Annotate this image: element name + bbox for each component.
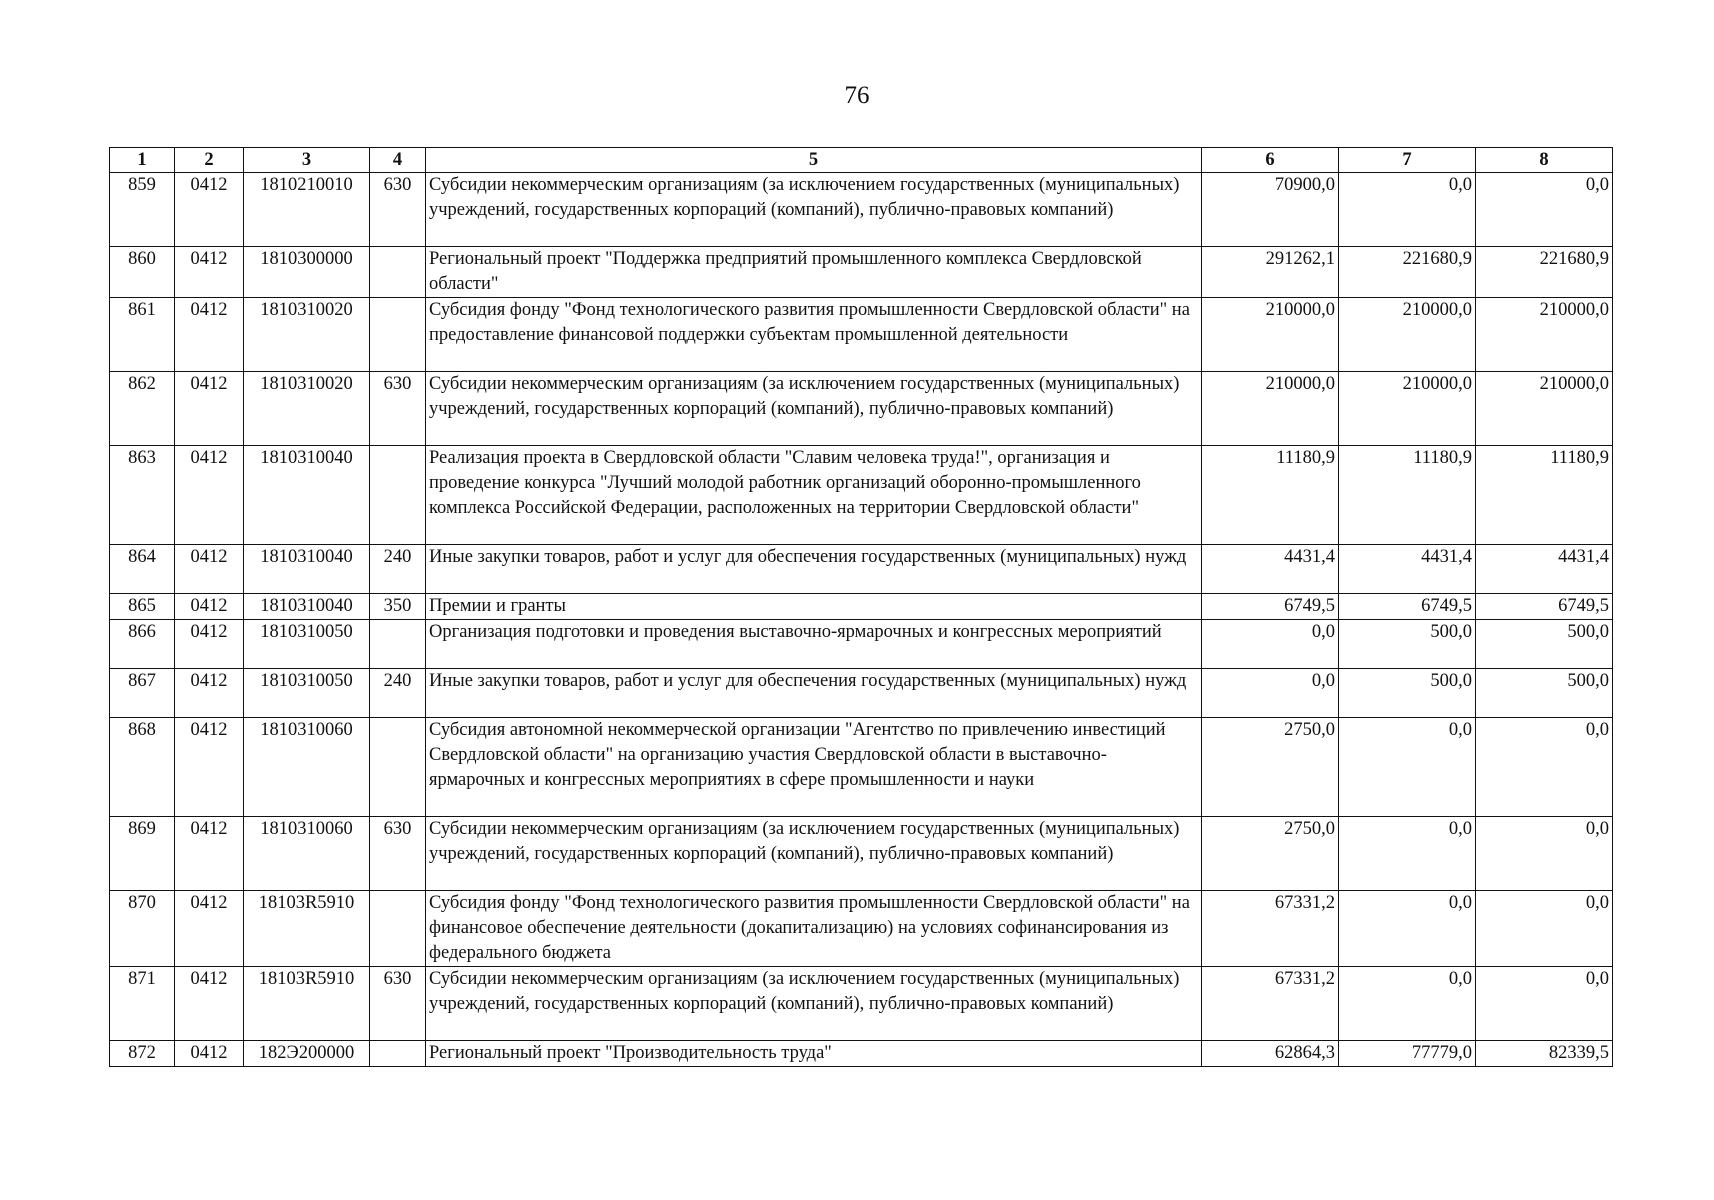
row-number: 859 bbox=[110, 173, 175, 247]
value-col-7: 0,0 bbox=[1339, 718, 1476, 817]
value-col-8: 11180,9 bbox=[1476, 446, 1613, 545]
value-col-6: 0,0 bbox=[1202, 669, 1339, 718]
section-code: 0412 bbox=[175, 669, 244, 718]
value-col-7: 6749,5 bbox=[1339, 594, 1476, 620]
value-col-6: 0,0 bbox=[1202, 620, 1339, 669]
value-col-8: 500,0 bbox=[1476, 620, 1613, 669]
target-code: 1810300000 bbox=[244, 247, 370, 298]
value-col-7: 500,0 bbox=[1339, 669, 1476, 718]
column-header: 6 bbox=[1202, 148, 1339, 173]
section-code: 0412 bbox=[175, 620, 244, 669]
expense-type: 630 bbox=[370, 817, 426, 891]
value-col-7: 4431,4 bbox=[1339, 545, 1476, 594]
section-code: 0412 bbox=[175, 372, 244, 446]
table-row bbox=[110, 891, 1613, 967]
row-number: 863 bbox=[110, 446, 175, 545]
budget-table bbox=[109, 147, 1613, 1067]
section-code: 0412 bbox=[175, 817, 244, 891]
target-code: 1810310060 bbox=[244, 718, 370, 817]
value-col-6: 210000,0 bbox=[1202, 298, 1339, 372]
column-header: 3 bbox=[244, 148, 370, 173]
expense-type: 630 bbox=[370, 967, 426, 1041]
value-col-8: 210000,0 bbox=[1476, 298, 1613, 372]
column-header: 2 bbox=[175, 148, 244, 173]
table-row bbox=[110, 594, 1613, 620]
row-number: 870 bbox=[110, 891, 175, 967]
section-code: 0412 bbox=[175, 446, 244, 545]
value-col-6: 6749,5 bbox=[1202, 594, 1339, 620]
section-code: 0412 bbox=[175, 891, 244, 967]
row-number: 860 bbox=[110, 247, 175, 298]
value-col-8: 6749,5 bbox=[1476, 594, 1613, 620]
row-number: 871 bbox=[110, 967, 175, 1041]
table-row bbox=[110, 372, 1613, 446]
target-code: 1810310020 bbox=[244, 372, 370, 446]
value-col-8: 0,0 bbox=[1476, 891, 1613, 967]
column-header: 8 bbox=[1476, 148, 1613, 173]
expense-type bbox=[370, 446, 426, 545]
value-col-7: 210000,0 bbox=[1339, 298, 1476, 372]
section-code: 0412 bbox=[175, 298, 244, 372]
expense-type bbox=[370, 247, 426, 298]
row-number: 861 bbox=[110, 298, 175, 372]
value-col-6: 4431,4 bbox=[1202, 545, 1339, 594]
target-code: 1810310050 bbox=[244, 669, 370, 718]
expense-type bbox=[370, 1041, 426, 1067]
value-col-8: 0,0 bbox=[1476, 173, 1613, 247]
item-name: Иные закупки товаров, работ и услуг для обеспечения государственных (муниципальных) нужд bbox=[426, 545, 1202, 594]
table-row bbox=[110, 620, 1613, 669]
value-col-8: 500,0 bbox=[1476, 669, 1613, 718]
target-code: 18103R5910 bbox=[244, 891, 370, 967]
value-col-6: 210000,0 bbox=[1202, 372, 1339, 446]
row-number: 866 bbox=[110, 620, 175, 669]
item-name: Организация подготовки и проведения выставочно-ярмарочных и конгрессных мероприятий bbox=[426, 620, 1202, 669]
item-name: Премии и гранты bbox=[426, 594, 1202, 620]
item-name: Субсидии некоммерческим организациям (за исключением государственных (муниципальных) учреждений, государственных корпораций (компаний), публично-правовых компаний) bbox=[426, 817, 1202, 891]
item-name: Региональный проект "Производительность труда" bbox=[426, 1041, 1202, 1067]
value-col-7: 500,0 bbox=[1339, 620, 1476, 669]
value-col-7: 0,0 bbox=[1339, 967, 1476, 1041]
target-code: 1810210010 bbox=[244, 173, 370, 247]
table-row bbox=[110, 298, 1613, 372]
section-code: 0412 bbox=[175, 967, 244, 1041]
value-col-8: 221680,9 bbox=[1476, 247, 1613, 298]
table-row bbox=[110, 545, 1613, 594]
item-name: Субсидия фонду "Фонд технологического развития промышленности Свердловской области" на предоставление финансовой поддержки субъектам промышленной деятельности bbox=[426, 298, 1202, 372]
row-number: 864 bbox=[110, 545, 175, 594]
page-number: 76 bbox=[844, 82, 870, 109]
expense-type: 240 bbox=[370, 669, 426, 718]
value-col-8: 0,0 bbox=[1476, 967, 1613, 1041]
column-header: 4 bbox=[370, 148, 426, 173]
section-code: 0412 bbox=[175, 247, 244, 298]
value-col-8: 210000,0 bbox=[1476, 372, 1613, 446]
item-name: Региональный проект "Поддержка предприятий промышленного комплекса Свердловской области" bbox=[426, 247, 1202, 298]
expense-type: 240 bbox=[370, 545, 426, 594]
value-col-6: 67331,2 bbox=[1202, 891, 1339, 967]
item-name: Субсидии некоммерческим организациям (за исключением государственных (муниципальных) учреждений, государственных корпораций (компаний), публично-правовых компаний) bbox=[426, 372, 1202, 446]
table-row bbox=[110, 247, 1613, 298]
table-row bbox=[110, 446, 1613, 545]
item-name: Субсидия фонду "Фонд технологического развития промышленности Свердловской области" на финансовое обеспечение деятельности (докапитализацию) на условиях софинансирования из федерального бюджета bbox=[426, 891, 1202, 967]
expense-type: 630 bbox=[370, 173, 426, 247]
value-col-6: 2750,0 bbox=[1202, 718, 1339, 817]
section-code: 0412 bbox=[175, 718, 244, 817]
expense-type bbox=[370, 891, 426, 967]
table-row bbox=[110, 1041, 1613, 1067]
value-col-6: 62864,3 bbox=[1202, 1041, 1339, 1067]
section-code: 0412 bbox=[175, 545, 244, 594]
table-header-row bbox=[110, 148, 1613, 173]
target-code: 1810310040 bbox=[244, 594, 370, 620]
value-col-8: 82339,5 bbox=[1476, 1041, 1613, 1067]
value-col-6: 67331,2 bbox=[1202, 967, 1339, 1041]
value-col-6: 291262,1 bbox=[1202, 247, 1339, 298]
value-col-7: 0,0 bbox=[1339, 173, 1476, 247]
column-header: 7 bbox=[1339, 148, 1476, 173]
value-col-6: 2750,0 bbox=[1202, 817, 1339, 891]
value-col-8: 4431,4 bbox=[1476, 545, 1613, 594]
target-code: 1810310040 bbox=[244, 545, 370, 594]
value-col-8: 0,0 bbox=[1476, 718, 1613, 817]
target-code: 1810310020 bbox=[244, 298, 370, 372]
value-col-8: 0,0 bbox=[1476, 817, 1613, 891]
target-code: 1810310050 bbox=[244, 620, 370, 669]
section-code: 0412 bbox=[175, 173, 244, 247]
expense-type: 350 bbox=[370, 594, 426, 620]
column-header: 5 bbox=[426, 148, 1202, 173]
row-number: 867 bbox=[110, 669, 175, 718]
table-row bbox=[110, 817, 1613, 891]
value-col-7: 0,0 bbox=[1339, 891, 1476, 967]
row-number: 872 bbox=[110, 1041, 175, 1067]
value-col-7: 77779,0 bbox=[1339, 1041, 1476, 1067]
item-name: Субсидии некоммерческим организациям (за исключением государственных (муниципальных) учреждений, государственных корпораций (компаний), публично-правовых компаний) bbox=[426, 967, 1202, 1041]
value-col-7: 221680,9 bbox=[1339, 247, 1476, 298]
table-row bbox=[110, 967, 1613, 1041]
target-code: 182Э200000 bbox=[244, 1041, 370, 1067]
row-number: 869 bbox=[110, 817, 175, 891]
item-name: Иные закупки товаров, работ и услуг для обеспечения государственных (муниципальных) нужд bbox=[426, 669, 1202, 718]
expense-type bbox=[370, 620, 426, 669]
table-row bbox=[110, 669, 1613, 718]
item-name: Субсидия автономной некоммерческой организации "Агентство по привлечению инвестиций Свердловской области" на организацию участия Свердловской области в выставочно-ярмарочных и конгрессных мероприятиях в сфере промышленности и науки bbox=[426, 718, 1202, 817]
row-number: 868 bbox=[110, 718, 175, 817]
table-row bbox=[110, 718, 1613, 817]
target-code: 18103R5910 bbox=[244, 967, 370, 1041]
value-col-6: 11180,9 bbox=[1202, 446, 1339, 545]
row-number: 862 bbox=[110, 372, 175, 446]
table-row bbox=[110, 173, 1613, 247]
section-code: 0412 bbox=[175, 594, 244, 620]
value-col-7: 11180,9 bbox=[1339, 446, 1476, 545]
row-number: 865 bbox=[110, 594, 175, 620]
target-code: 1810310060 bbox=[244, 817, 370, 891]
value-col-6: 70900,0 bbox=[1202, 173, 1339, 247]
expense-type bbox=[370, 718, 426, 817]
column-header: 1 bbox=[110, 148, 175, 173]
item-name: Субсидии некоммерческим организациям (за исключением государственных (муниципальных) учреждений, государственных корпораций (компаний), публично-правовых компаний) bbox=[426, 173, 1202, 247]
target-code: 1810310040 bbox=[244, 446, 370, 545]
expense-type bbox=[370, 298, 426, 372]
item-name: Реализация проекта в Свердловской области "Славим человека труда!", организация и проведение конкурса "Лучший молодой работник организаций оборонно-промышленного комплекса Российской Федерации, расположенных на территории Свердловской области" bbox=[426, 446, 1202, 545]
section-code: 0412 bbox=[175, 1041, 244, 1067]
expense-type: 630 bbox=[370, 372, 426, 446]
value-col-7: 0,0 bbox=[1339, 817, 1476, 891]
value-col-7: 210000,0 bbox=[1339, 372, 1476, 446]
